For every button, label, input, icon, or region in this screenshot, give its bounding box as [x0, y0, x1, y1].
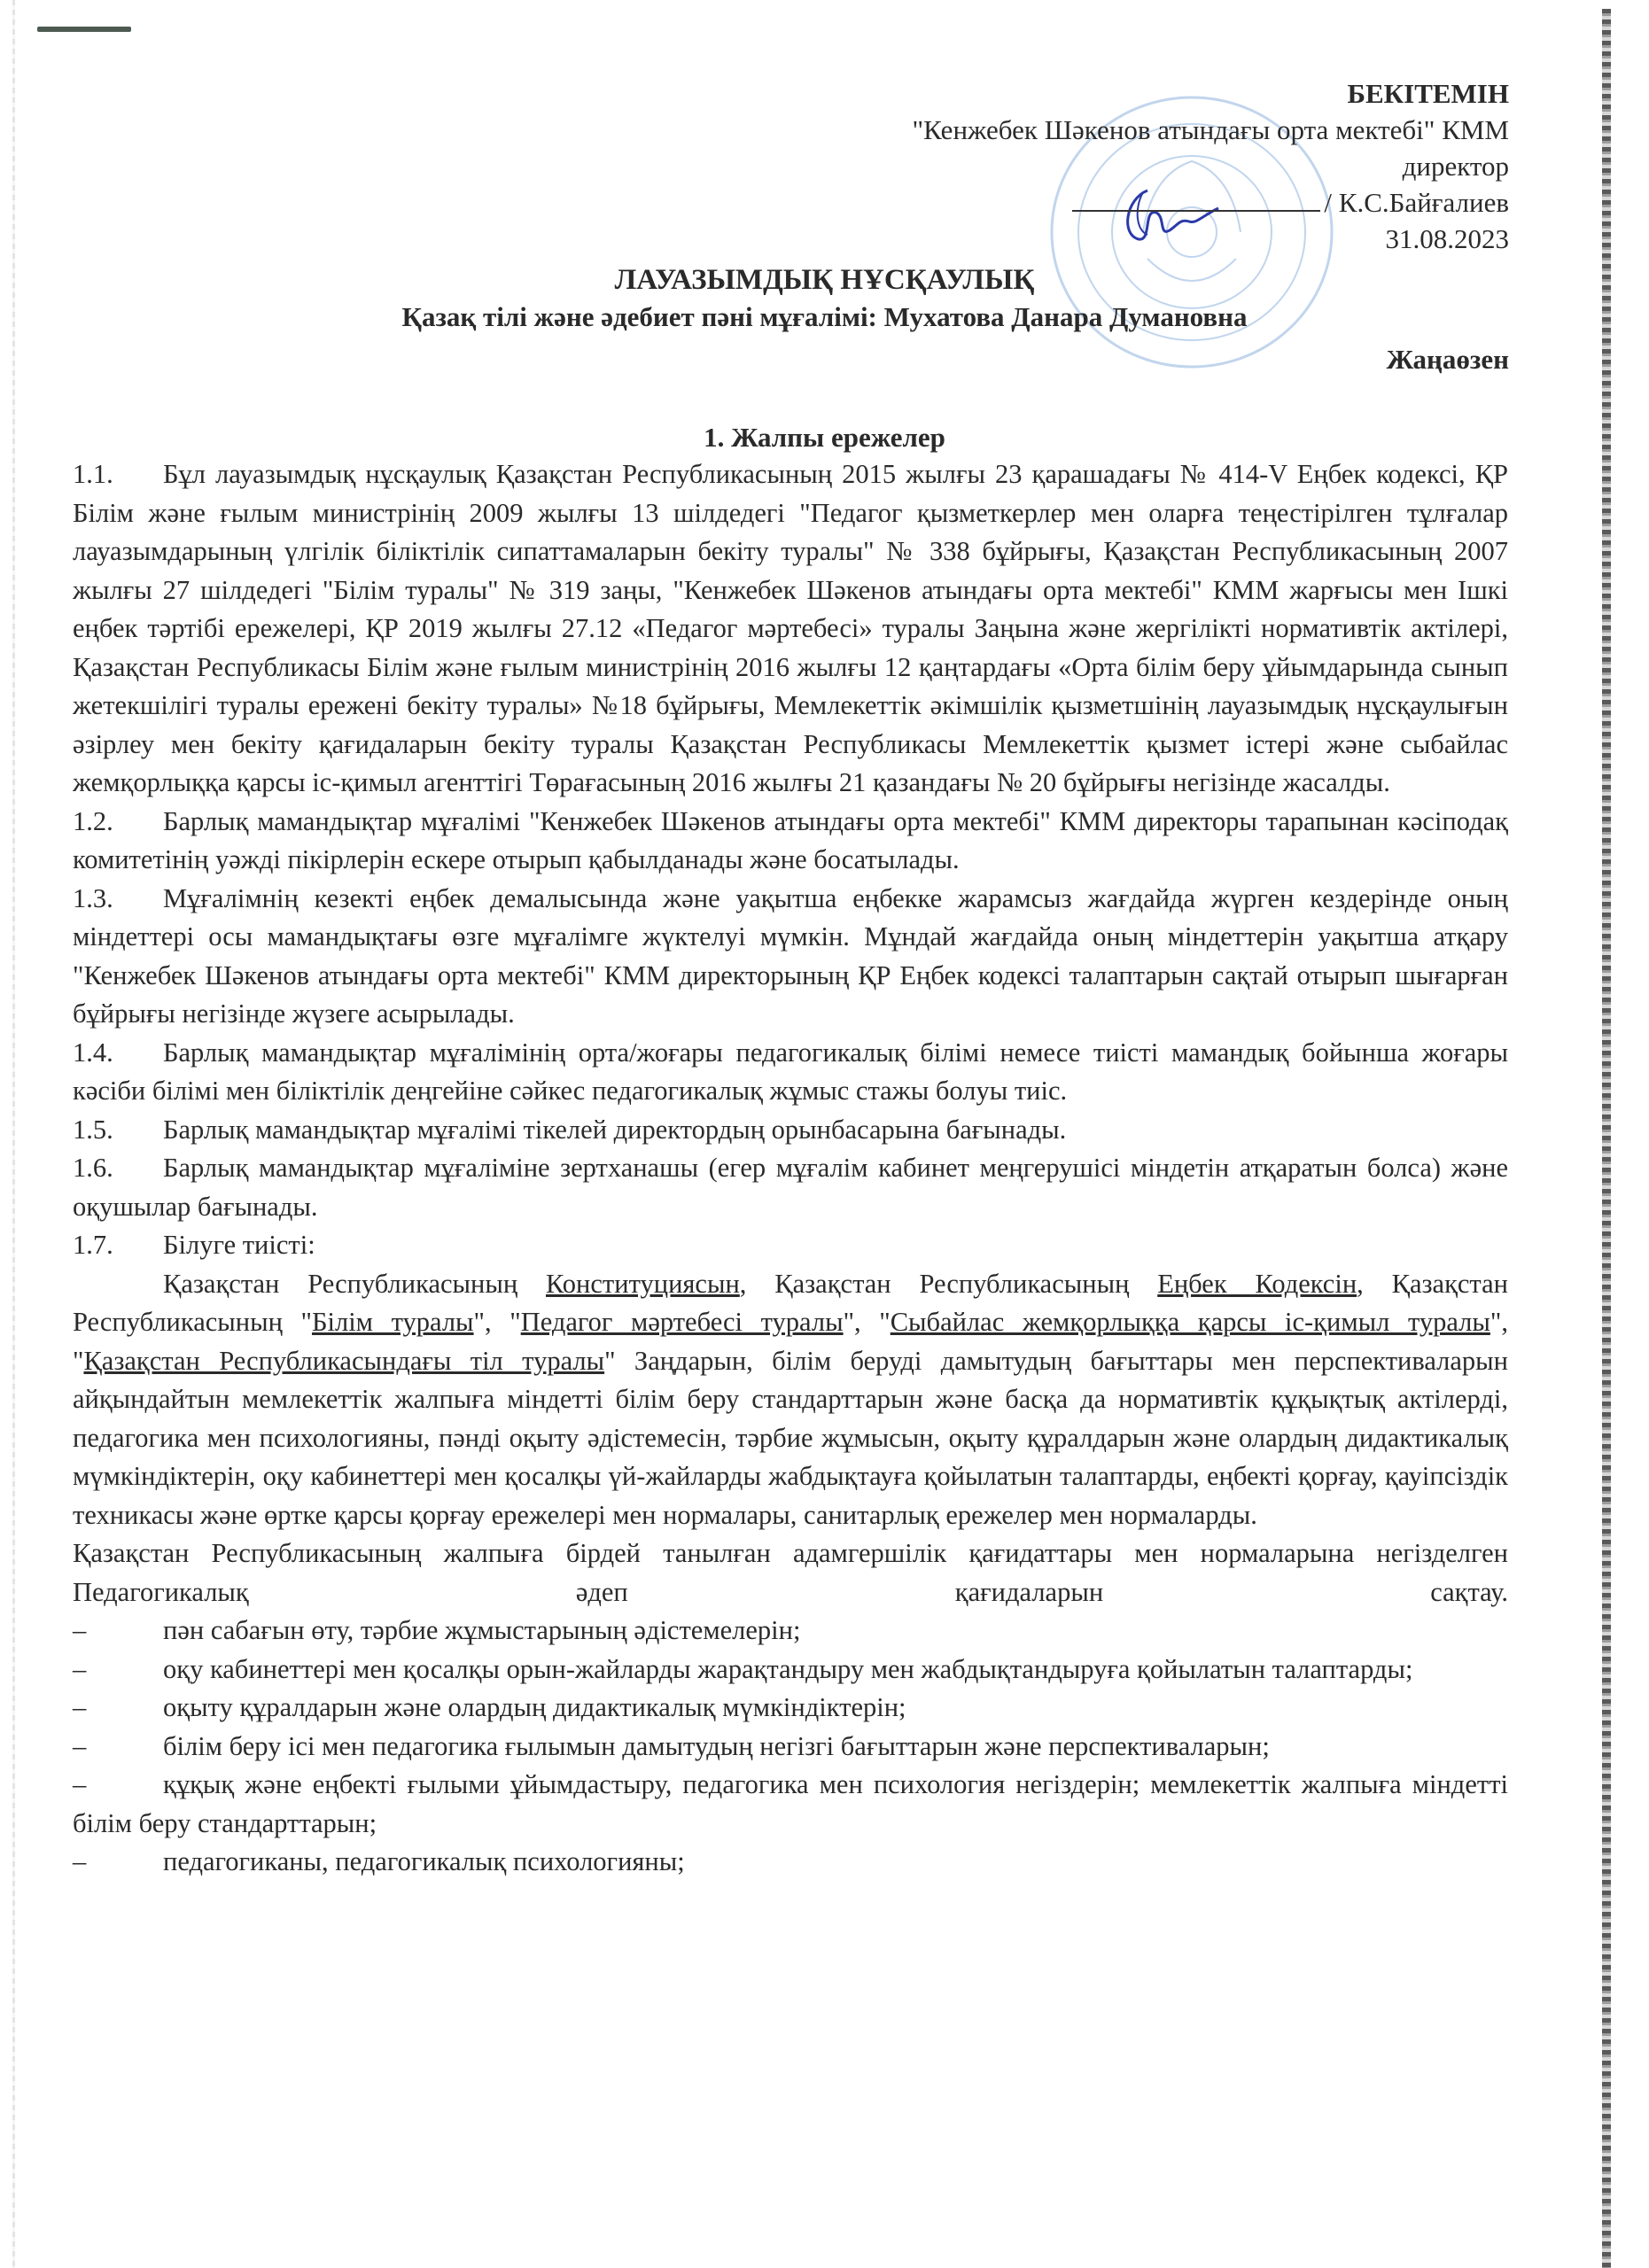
- law-link-education[interactable]: Білім туралы: [312, 1307, 474, 1337]
- law-link-constitution[interactable]: Конституциясын: [545, 1268, 740, 1299]
- clause-number: 1.3.: [73, 882, 113, 913]
- clause-1-4: [73, 1034, 1508, 1111]
- law-link-language[interactable]: Қазақстан Республикасындағы тіл туралы: [83, 1345, 605, 1376]
- clause-1-7: [73, 1226, 1508, 1265]
- dash-bullet: –: [73, 1730, 87, 1761]
- text-span: Қазақстан Республикасының: [163, 1268, 546, 1299]
- law-link-anti-corruption[interactable]: Сыбайлас жемқорлыққа қарсы іс-қимыл туралы: [890, 1307, 1490, 1337]
- clause-text: Барлық мамандықтар мұғалімі тікелей директордың орынбасарына бағынады.: [163, 1114, 1067, 1145]
- approval-organization: "Кенжебек Шәкенов атындағы орта мектебі" КММ: [912, 114, 1509, 145]
- clause-number: 1.2.: [73, 805, 113, 836]
- requirement-item: [73, 1689, 1508, 1728]
- text-span: , Қазақстан Республикасының ": [73, 1268, 1508, 1337]
- clause-text: Барлық мамандықтар мұғалімі "Кенжебек Шәкенов атындағы орта мектебі" КММ директоры тарапынан кәсіподақ комитетінің уәжді пікірлерін ескере отырып қабылданады және босатылады.: [73, 805, 1508, 874]
- document-title: ЛАУАЗЫМДЫҚ НҰСҚАУЛЫҚ: [614, 264, 1035, 296]
- scan-artifact: [37, 27, 131, 32]
- scan-edge-right: [1602, 9, 1611, 2268]
- clause-text: Барлық мамандықтар мұғалімінің орта/жоғары педагогикалық білімі немесе тиісті мамандық бойынша жоғары кәсіби білімі мен біліктілік деңгейіне сәйкес педагогикалық жұмыс стажы болуы тиіс.: [73, 1037, 1508, 1106]
- requirement-item: [73, 1612, 1508, 1651]
- clause-1-3: [73, 880, 1508, 1034]
- law-link-teacher-status[interactable]: Педагог мәртебесі туралы: [520, 1307, 844, 1337]
- dash-bullet: –: [73, 1692, 87, 1722]
- clause-number: 1.5.: [73, 1114, 113, 1145]
- text-span: , Қазақстан Республикасының: [739, 1268, 1158, 1299]
- text-span: ", ": [73, 1307, 1508, 1376]
- requirement-item: [73, 1651, 1508, 1689]
- requirement-text: пән сабағын өту, тәрбие жұмыстарының әдістемелерін;: [163, 1615, 801, 1645]
- document-body: [73, 455, 1508, 1882]
- requirement-item: [73, 1843, 1508, 1882]
- law-link-labor-code[interactable]: Еңбек Кодексін: [1157, 1268, 1357, 1299]
- requirement-text: педагогиканы, педагогикалық психологияны;: [163, 1846, 685, 1876]
- requirement-item: [73, 1766, 1508, 1843]
- text-span: ", ": [473, 1307, 521, 1337]
- clause-1-6: [73, 1149, 1508, 1226]
- clause-number: 1.6.: [73, 1153, 113, 1183]
- text-span: " Заңдарын, білім беруді дамытудың бағыттары мен перспективаларын айқындайтын мемлекеттік жалпыға міндетті білім беру стандарттарын және басқа да нормативтік құқықтық актілерді, педагогика мен психологияны, пәнді оқыту әдістемесін, тәрбие жұмысын, оқыту құралдарын және олардың дидактикалық мүмкіндіктерін, оқу кабинеттері мен қосалқы үй-жайларды жабдықтауға қойылатын талаптарды, еңбекті қорғау, қауіпсіздік техникасы және өртке қарсы қорғау ережелері мен нормалары, санитарлық ережелер мен нормаларды.: [73, 1345, 1508, 1530]
- approval-date: 31.08.2023: [1385, 223, 1509, 254]
- clause-1-2: [73, 803, 1508, 880]
- dash-bullet: –: [73, 1769, 87, 1799]
- clause-text: Барлық мамандықтар мұғаліміне зертханашы (егер мұғалім кабинет меңгерушісі міндетін атқаратын болса) және оқушылар бағынады.: [73, 1153, 1508, 1222]
- dash-bullet: –: [73, 1615, 87, 1645]
- clause-text: Бұл лауазымдық нұсқаулық Қазақстан Республикасының 2015 жылғы 23 қарашадағы № 414-V Еңбек кодексі, ҚР Білім және ғылым министрінің 2009 жылғы 13 шілдедегі "Педагог қызметкерлер мен оларға теңестірілген тұлғалар лауазымдарының үлгілік біліктілік сипаттамаларын бекіту туралы" № 338 бұйрығы, Қазақстан Республикасының 2007 жылғы 27 шілдедегі "Білім туралы" № 319 заңы, "Кенжебек Шәкенов атындағы орта мектебі" КММ жарғысы мен Ішкі еңбек тәртібі ережелері, ҚР 2019 жылғы 27.12 «Педагог мәртебесі» туралы Заңына және жергілікті нормативтік актілері, Қазақстан Республикасы Білім және ғылым министрінің 2016 жылғы 12 қаңтардағы «Орта білім беру ұйымдарында сынып жетекшілігі туралы ережені бекіту туралы» №18 бұйрығы, Мемлекеттік әкімшілік қызметшінің лауазымдық нұсқаулығын әзірлеу мен бекіту қағидаларын бекіту туралы Қазақстан Республикасы Мемлекеттік қызмет істері және сыбайлас жемқорлыққа қарсы іс-қимыл агенттігі Төрағасының 2016 жылғы 21 қазандағы № 20 бұйрығы негізінде жасалды.: [73, 459, 1508, 797]
- clause-number: 1.4.: [73, 1037, 113, 1068]
- scan-edge-left: [12, 0, 15, 2268]
- signature-line: [1072, 192, 1320, 212]
- dash-bullet: –: [73, 1653, 87, 1684]
- requirement-text: оқу кабинеттері мен қосалқы орын-жайларды жарақтандыру мен жабдықтандыруға қойылатын талаптарды;: [163, 1653, 1413, 1684]
- requirement-text: оқыту құралдарын және олардың дидактикалық мүмкіндіктерін;: [163, 1692, 906, 1722]
- document-subtitle: Қазақ тілі және әдебиет пәні мұғалімі: Мухатова Данара Думановна: [401, 301, 1248, 332]
- clause-text: Мұғалімнің кезекті еңбек демалысында және уақытша еңбекке жарамсыз жағдайда жүрген кездерінде оның міндеттері осы мамандықтағы өзге мұғалімге жүктелуі мүмкін. Мұндай жағдайда оның міндеттерін уақытша атқару "Кенжебек Шәкенов атындағы орта мектебі" КММ директорының ҚР Еңбек кодексі талаптарын сақтай отырып шығарған бұйрығы негізінде жүзеге асырылады.: [73, 882, 1508, 1029]
- approval-heading: БЕКІТЕМІН: [1347, 78, 1509, 109]
- requirement-text: білім беру ісі мен педагогика ғылымын дамытудың негізгі бағыттарын және перспективаларын;: [163, 1730, 1270, 1761]
- laws-paragraph: [73, 1265, 1508, 1535]
- text-span: ", ": [843, 1307, 891, 1337]
- approval-name: / К.С.Байғалиев: [1324, 187, 1509, 218]
- requirement-item: [73, 1728, 1508, 1767]
- document-place: Жаңаөзен: [1386, 344, 1509, 375]
- dash-bullet: –: [73, 1846, 87, 1876]
- section-heading: 1. Жалпы ережелер: [704, 422, 945, 453]
- requirement-text: құқық және еңбекті ғылыми ұйымдастыру, педагогика мен психология негіздерін; мемлекеттік жалпыға міндетті білім беру стандарттарын;: [73, 1769, 1508, 1838]
- clause-1-5: [73, 1111, 1508, 1150]
- clause-number: 1.1.: [73, 459, 113, 489]
- clause-text: Білуге тиісті:: [163, 1230, 315, 1260]
- approval-signature-row: [913, 184, 1509, 221]
- approval-position: директор: [1402, 151, 1509, 182]
- approval-block: [913, 75, 1509, 257]
- clause-number: 1.7.: [73, 1230, 113, 1260]
- clause-1-1: [73, 455, 1508, 803]
- ethics-paragraph: Қазақстан Республикасының жалпыға бірдей танылған адамгершілік қағидаттары мен нормаларына негізделген Педагогикалық әдеп қағидаларын сақтау.: [73, 1538, 1508, 1607]
